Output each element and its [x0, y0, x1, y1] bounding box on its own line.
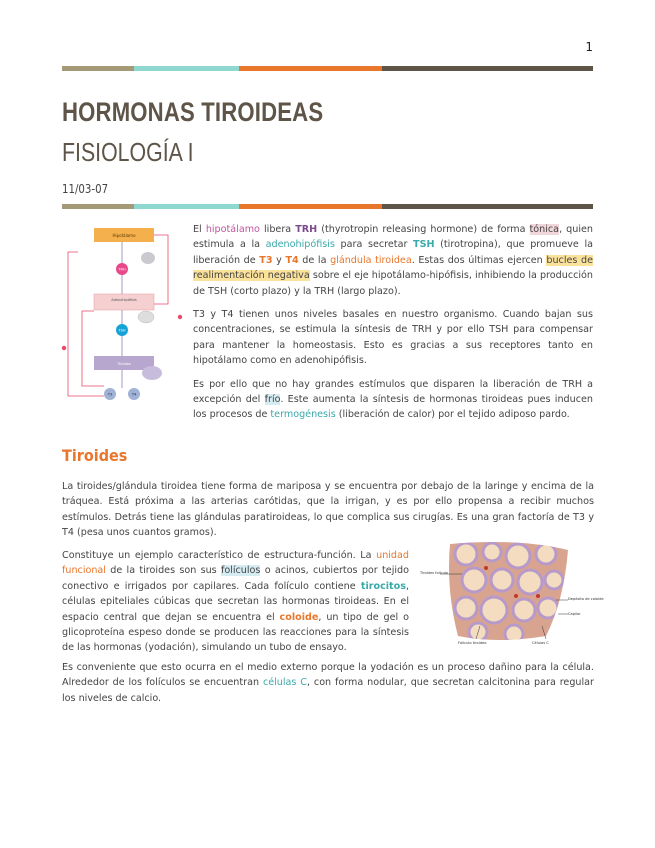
term-t3: T3	[259, 254, 273, 266]
pituitary-box	[94, 294, 154, 310]
pituitary-shape	[138, 311, 154, 323]
term-adenohipofisis: adenohipófisis	[265, 239, 335, 251]
document-subtitle: FISIOLOGÍA I	[62, 137, 194, 167]
t3-label: T3	[107, 392, 113, 397]
term-t4: T4	[285, 254, 299, 266]
feedback-loop-short	[82, 311, 104, 386]
document-date: 11/03-07	[62, 182, 109, 196]
section-color-bar	[62, 204, 593, 209]
top-color-bar	[62, 66, 593, 71]
thyroid-label: Tiroides	[117, 362, 131, 366]
feedback-loop-right	[154, 235, 168, 304]
intro-paragraph-2: T3 y T4 tienen unos niveles basales en nuestro organismo. Cuando bajan sus concentraciones, se estimula la síntesis de TRH y por ello TSH para compensar para mantener la homeostasis. Esto es gracias a sus receptores tanto en hipotálamo como en adenohipófisis.	[193, 309, 593, 367]
hypothalamus-label: Hipotálamo	[112, 233, 136, 238]
label-tiroides-foliculo: Tiroides folículo	[420, 571, 449, 575]
t4-label: T4	[131, 392, 137, 397]
thyroid-follicles-figure	[418, 540, 604, 652]
term-tsh: TSH	[413, 239, 435, 251]
feedback-loop-long	[68, 252, 104, 396]
hpt-axis-diagram	[60, 216, 184, 408]
term-bucles: bucles de realimentación negativa	[193, 254, 593, 282]
tiroides-paragraph-2: Constituye un ejemplo característico de estructura-función. La unidad funcional de la tiroides son sus folículos o acinos, cubiertos por tejido conectivo e irrigados por capilares. Cada folículo contiene tirocitos, células epiteliales cúbicas que secretan las hormonas tiroideas. En el espacio central que dejan se encuentra el coloide, un tipo de gel o glicoproteína espeso donde se producen las reacciones para la síntesis de las hormonas (yodación), simulando un tubo de ensayo.	[62, 550, 409, 654]
page-number: 1	[585, 40, 593, 54]
intro-paragraph-3: Es por ello que no hay grandes estímulos que disparen la liberación de TRH a excepción del frío. Este aumenta la síntesis de hormonas tiroideas pues inducen los procesos de termogénesis (liberación de calor) por el tejido adiposo pardo.	[193, 378, 593, 421]
document-title: HORMONAS TIROIDEAS	[62, 97, 324, 127]
feedback-dot-left	[62, 346, 66, 350]
feedback-dot-right	[178, 315, 182, 319]
section-title-tiroides: Tiroides	[62, 446, 128, 465]
intro-text	[193, 222, 593, 431]
label-foliculo-tiroideo: Folículo tiroideo	[458, 641, 487, 645]
label-deposito-coloide: Depósito de coloide	[568, 597, 604, 601]
term-frio: frío	[264, 394, 281, 406]
pituitary-label: Adenohipófisis	[111, 298, 137, 302]
label-capilar: Capilar	[568, 612, 581, 616]
tsh-label: TSH	[118, 328, 126, 333]
label-celulas-c: Células C	[532, 641, 549, 645]
term-foliculos: folículos	[220, 565, 261, 577]
term-coloide: coloide	[279, 611, 319, 623]
term-hipotalamo: hipotálamo	[205, 224, 260, 235]
intro-paragraph-1: El hipotálamo libera TRH (thyrotropin releasing hormone) de forma tónica, quien estimula a la adenohipófisis para secretar TSH (tirotropina), que promueve la liberación de T3 y T4 de la glándula tiroidea. Estas dos últimas ejercen bucles de realimentación negativa sobre el eje hipotálamo-hipófisis, inhibiendo la producción de TSH (corto plazo) y la TRH (largo plazo).	[193, 224, 594, 297]
trh-label: TRH	[118, 267, 126, 272]
tiroides-paragraph-3: Es conveniente que esto ocurra en el medio externo porque la yodación es un proceso dañino para la célula. Alrededor de los folículos se encuentran células C, con forma nodular, que secretan calcitonina para regular los niveles de calcio.	[62, 662, 594, 704]
term-unidad-funcional: unidad funcional	[62, 550, 409, 577]
term-trh: TRH	[295, 224, 318, 235]
thyroid-shape	[142, 366, 162, 380]
term-celulas-c: células C	[262, 677, 307, 689]
tiroides-paragraph-1: La tiroides/glándula tiroidea tiene forma de mariposa y se encuentra por debajo de la laringe y encima de la tráquea. Está próxima a las arterias carótidas, que la irrigan, y es por ello propensa a recibir muchos estímulos. Detrás tiene las glándulas paratiroideas, lo que complica sus cirugías. Es una gran factoría de T3 y T4 (pesa unos cuantos gramos).	[62, 481, 594, 539]
term-termogenesis: termogénesis	[270, 409, 336, 421]
term-tirocitos: tirocitos	[360, 580, 406, 592]
term-tonica: tónica	[529, 224, 560, 235]
term-glandula-tiroidea: glándula tiroidea	[330, 254, 412, 266]
neuron-shape	[141, 252, 155, 264]
